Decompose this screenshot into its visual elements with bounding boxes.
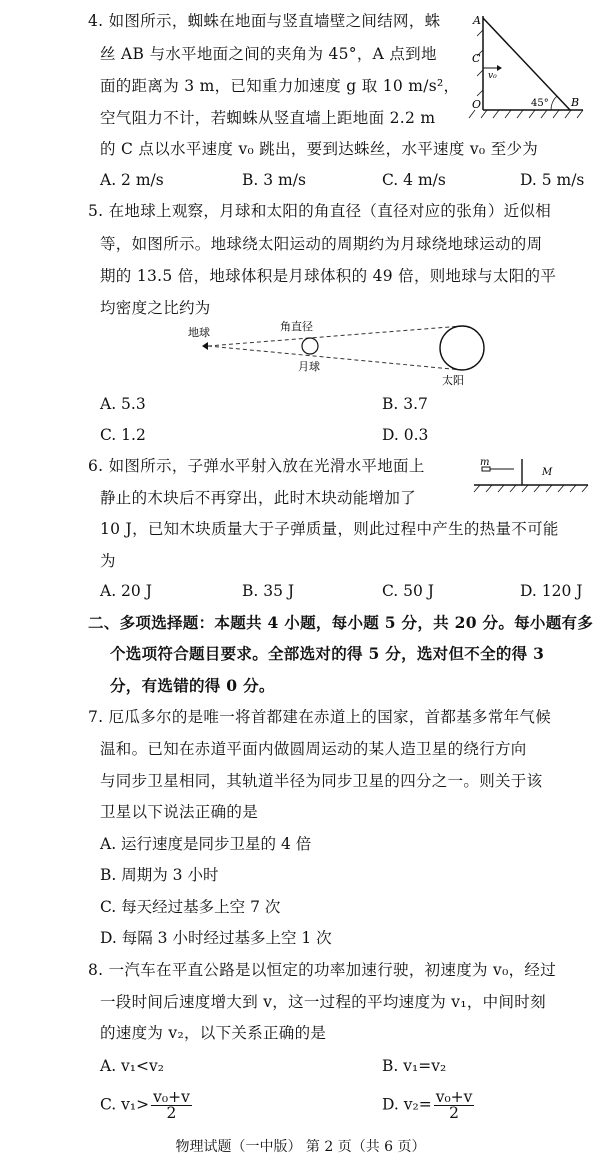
- q7-option-a[interactable]: A. 运行速度是同步卫星的 4 倍: [100, 835, 312, 853]
- q6-option-d[interactable]: D. 120 J: [520, 582, 583, 600]
- q5-figure-angle: 角直径: [280, 320, 313, 333]
- q4-figure-label-b: B: [571, 96, 580, 109]
- q5-figure-sun: 太阳: [442, 374, 464, 387]
- q7-line-4: 卫星以下说法正确的是: [100, 803, 259, 821]
- q8-line-1: 8. 一汽车在平直公路是以恒定的功率加速行驶，初速度为 v₀，经过: [88, 961, 557, 979]
- q4-figure-label-c: C: [472, 52, 481, 65]
- q6-line-1: 6. 如图所示，子弹水平射入放在光滑水平地面上: [88, 457, 425, 475]
- q4-line-4: 空气阻力不计，若蜘蛛从竖直墙上距地面 2.2 m: [100, 109, 436, 127]
- q7-option-d[interactable]: D. 每隔 3 小时经过基多上空 1 次: [100, 929, 332, 947]
- q4-line-1: 4. 如图所示，蜘蛛在地面与竖直墙壁之间结网，蛛: [88, 12, 441, 30]
- q4-option-c[interactable]: C. 4 m/s: [382, 171, 446, 189]
- q5-option-c[interactable]: C. 1.2: [100, 426, 146, 444]
- q8-option-b[interactable]: B. v₁=v₂: [382, 1057, 447, 1075]
- q8-option-c[interactable]: [100, 1090, 192, 1121]
- q4-figure-angle: 45°: [531, 98, 549, 109]
- q5-line-4: 均密度之比约为: [100, 299, 211, 317]
- q4-spider-figure: [465, 10, 590, 128]
- q6-figure-m: m: [480, 457, 490, 468]
- q6-line-2: 静止的木块后不再穿出，此时木块动能增加了: [100, 489, 417, 507]
- section-2-line-1: 二、多项选择题：本题共 4 小题，每小题 5 分，共 20 分。每小题有多: [88, 613, 594, 632]
- q5-option-a[interactable]: A. 5.3: [100, 395, 146, 413]
- q8-option-d-denominator: 2: [449, 1104, 459, 1122]
- q5-option-b[interactable]: B. 3.7: [382, 395, 428, 413]
- q5-line-2: 等，如图所示。地球绕太阳运动的周期约为月球绕地球运动的周: [100, 235, 543, 253]
- page-footer: 物理试题（一中版） 第 2 页（共 6 页）: [175, 1139, 426, 1155]
- q5-option-d[interactable]: D. 0.3: [382, 426, 429, 444]
- q6-figure-M: M: [542, 467, 553, 478]
- q6-option-b[interactable]: B. 35 J: [242, 582, 295, 600]
- q7-line-2: 温和。已知在赤道平面内做圆周运动的某人造卫星的绕行方向: [100, 740, 527, 758]
- q8-option-a[interactable]: A. v₁<v₂: [100, 1057, 164, 1075]
- q8-option-c-numerator: v₀+v: [153, 1088, 190, 1106]
- q4-line-3: 面的距离为 3 m，已知重力加速度 g 取 10 m/s²，: [100, 77, 460, 95]
- q8-option-d[interactable]: [382, 1090, 474, 1121]
- q8-option-d-numerator: v₀+v: [435, 1088, 473, 1106]
- q5-line-3: 期的 13.5 倍，地球体积是月球体积的 49 倍，则地球与太阳的平: [100, 267, 557, 285]
- q8-option-c-denominator: 2: [166, 1104, 177, 1122]
- q5-figure-moon: 月球: [298, 360, 320, 373]
- q6-line-4: 为: [100, 552, 116, 570]
- q4-figure-label-o: O: [472, 98, 482, 111]
- q6-line-3: 10 J，已知木块质量大于子弹质量，则此过程中产生的热量不可能: [100, 520, 559, 538]
- q7-option-c[interactable]: C. 每天经过基多上空 7 次: [100, 898, 281, 916]
- q7-option-b[interactable]: B. 周期为 3 小时: [100, 866, 219, 884]
- q8-option-c-text: C. v₁>: [100, 1095, 150, 1114]
- q4-figure-label-a: A: [473, 14, 481, 27]
- q4-option-a[interactable]: A. 2 m/s: [100, 171, 164, 189]
- q8-option-c-fraction: [151, 1090, 192, 1121]
- q4-option-b[interactable]: B. 3 m/s: [242, 171, 306, 189]
- q7-line-1: 7. 厄瓜多尔的是唯一将首都建在赤道上的国家，首都基多常年气候: [88, 708, 552, 726]
- q8-option-d-text: D. v₂=: [382, 1095, 432, 1114]
- q4-line-5: 的 C 点以水平速度 v₀ 跳出，要到达蛛丝，水平速度 v₀ 至少为: [100, 140, 539, 158]
- q6-option-c[interactable]: C. 50 J: [382, 582, 435, 600]
- q6-option-a[interactable]: A. 20 J: [100, 582, 152, 600]
- q8-option-d-fraction: [434, 1090, 475, 1121]
- q4-option-d[interactable]: D. 5 m/s: [520, 171, 585, 189]
- q5-angle-figure: [180, 318, 500, 390]
- section-2-line-2: 个选项符合题目要求。全部选对的得 5 分，选对但不全的得 3: [110, 644, 545, 663]
- q5-figure-earth: 地球: [188, 326, 210, 339]
- q7-line-3: 与同步卫星相同，其轨道半径为同步卫星的四分之一。则关于该: [100, 772, 543, 790]
- q8-line-2: 一段时间后速度增大到 v，这一过程的平均速度为 v₁，中间时刻: [100, 993, 546, 1011]
- q4-figure-label-v: v₀: [488, 71, 497, 81]
- section-2-line-3: 分，有选错的得 0 分。: [110, 676, 275, 695]
- q6-bullet-figure: [470, 455, 592, 495]
- q8-line-3: 的速度为 v₂，以下关系正确的是: [100, 1024, 327, 1042]
- q4-line-2: 丝 AB 与水平地面之间的夹角为 45°，A 点到地: [100, 45, 437, 63]
- q5-line-1: 5. 在地球上观察，月球和太阳的角直径（直径对应的张角）近似相: [88, 202, 552, 220]
